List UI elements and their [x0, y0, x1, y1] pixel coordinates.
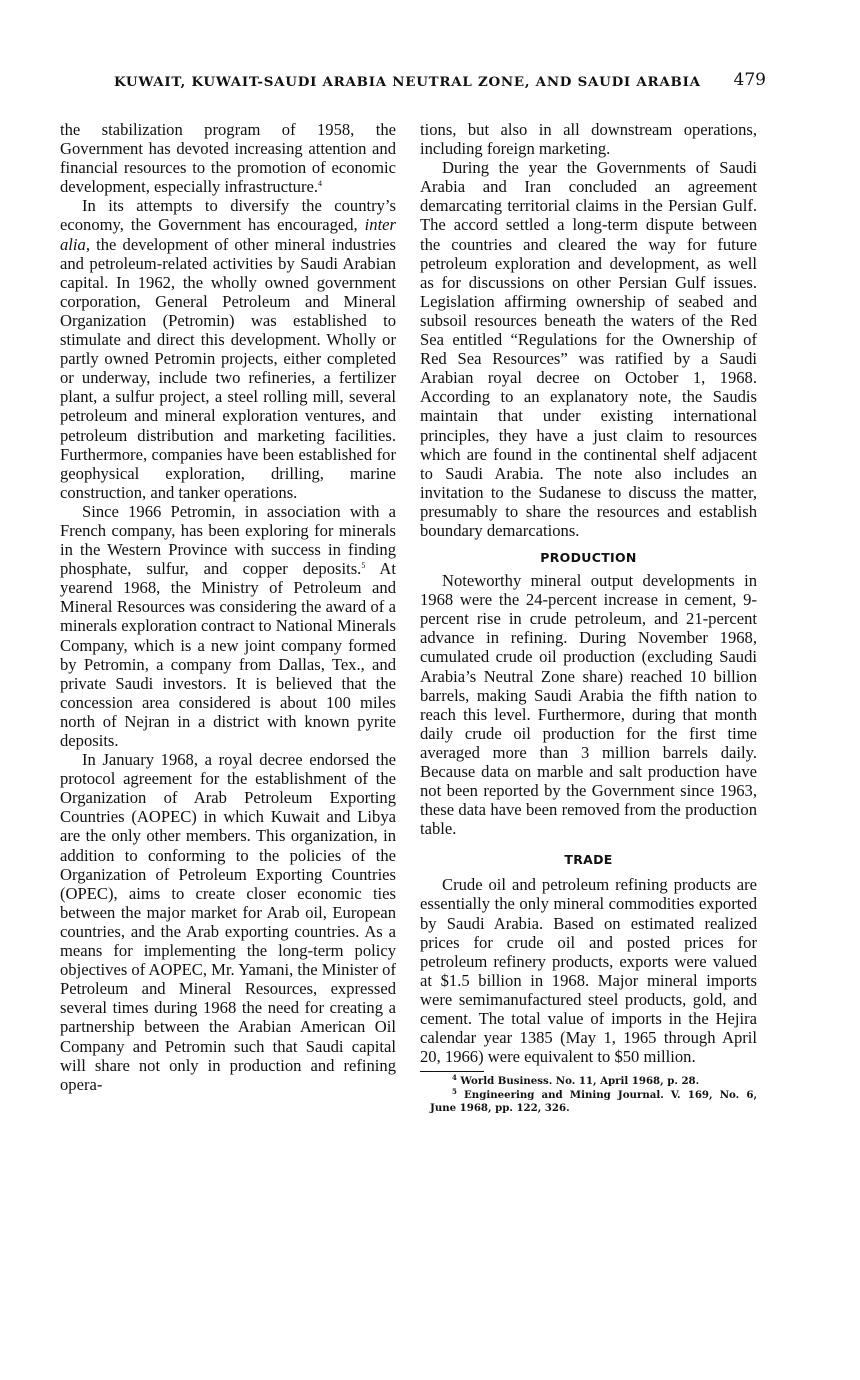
paragraph-production: Noteworthy mineral output developments in 1968 were the 24-percent increase in cement, 9-percent rise in crude petroleum, and 21-percent advance in refining. During November 1968, cumulated crude oil production (excluding Saudi Arabia’s Neutral Zone share) reached 10 billion barrels, making Saudi Arabia the fifth nation to reach this level. Furthermore, during that month daily crude oil production for the first time averaged more than 3 million barrels daily. Because data on marble and salt production have not been reported by the Government since 1963, these data have been removed from the production table.: [420, 571, 757, 839]
italic-term: inter alia,: [60, 215, 396, 254]
running-head: KUWAIT, KUWAIT-SAUDI ARABIA NEUTRAL ZONE, AND SAUDI ARABIA: [114, 74, 701, 90]
paragraph-trade: Crude oil and petroleum refining products are essentially the only mineral commodities exported by Saudi Arabia. Based on estimated realized prices for crude oil and posted prices for petroleum refinery products, exports were valued at $1.5 billion in 1968. Major mineral imports were semimanufactured steel products, gold, and cement. The total value of imports in the Hejira calendar year 1385 (May 1, 1965 through April 20, 1966) were equivalent to $50 million.: [420, 875, 757, 1067]
left-column: [60, 120, 396, 1094]
footnote-text: Engineering and Mining Journal. V. 169, No. 6, June 1968, pp. 122, 326.: [430, 1088, 757, 1115]
right-column: [420, 120, 757, 1116]
page-number: 479: [733, 70, 766, 90]
footnote-5: [420, 1086, 757, 1116]
paragraph-saudi-iran: During the year the Governments of Saudi Arabia and Iran concluded an agreement demarcating territorial claims in the Persian Gulf. The accord settled a long-term dispute between the countries and cleared the way for future petroleum exploration and development, as well as for discussions on other Persian Gulf issues. Legislation affirming ownership of seabed and subsoil resources beneath the waters of the Red Sea entitled “Regulations for the Ownership of Red Sea Resources” was ratified by a Saudi Arabian royal decree on October 1, 1968. According to an explanatory note, the Saudis maintain that under existing international principles, they have a just claim to resources which are found in the continental shelf adjacent to Saudi Arabia. The note also includes an invitation to the Sudanese to discuss the matter, presumably to share the resources and establish boundary demarcations.: [420, 158, 757, 540]
paragraph-diversify: [60, 196, 396, 502]
footnote-ref-5: 5: [361, 561, 366, 571]
paragraph-petromin-exploration: [60, 502, 396, 750]
paragraph-stabilization: [60, 120, 396, 196]
footnote-divider: [420, 1071, 484, 1072]
paragraph-text: At yearend 1968, the Ministry of Petroleum and Mineral Resources was considering the award of a minerals exploration contract to National Minerals Company, which is a new joint company formed by Petromin, a company from Dallas, Tex., and private Saudi investors. It is believed that the concession area considered is about 100 miles north of Nejran in a district with known pyrite deposits.: [60, 559, 396, 750]
paragraph-text: In its attempts to diversify the country’s economy, the Government has encouraged,: [60, 196, 396, 235]
footnote-mark: 5: [452, 1086, 457, 1096]
paragraph-text: Since 1966 Petromin, in association with a French company, has been exploring for minerals in the Western Province with success in finding phosphate, sulfur, and copper deposits.: [60, 501, 396, 579]
page-header: [114, 70, 766, 96]
paragraph-downstream: tions, but also in all downstream operations, including foreign marketing.: [420, 120, 757, 159]
paragraph-text: the development of other mineral industries and petroleum-related activities by Saudi Arabian capital. In 1962, the wholly owned government corporation, General Petroleum and Mineral Organization (Petromin) was established to stimulate and direct this development. Wholly or partly owned Petromin projects, either completed or underway, include two refineries, a fertilizer plant, a sulfur project, a steel rolling mill, several petroleum and mineral exploration ventures, and petroleum distribution and marketing facilities. Furthermore, companies have been established for geophysical exploration, drilling, marine construction, and tanker operations.: [60, 234, 396, 502]
paragraph-aopec: In January 1968, a royal decree endorsed the protocol agreement for the establishment of the Organization of Arab Petroleum Exporting Countries (AOPEC) in which Kuwait and Libya are the only other members. This organization, in addition to conforming to the policies of the Organization of Petroleum Exporting Countries (OPEC), aims to create closer economic ties between the major market for Arab oil, European countries, and the Arab exporting countries. As a means for implementing the long-term policy objectives of AOPEC, Mr. Yamani, the Minister of Petroleum and Mineral Resources, expressed several times during 1968 the need for creating a partnership between the Arabian American Oil Company and Petromin such that Saudi capital will share not only in production and refining opera-: [60, 750, 397, 1094]
footnote-ref-4: 4: [318, 179, 323, 189]
footnote-mark: 4: [452, 1073, 457, 1083]
footnotes: [420, 1071, 757, 1116]
section-heading-trade: TRADE: [564, 852, 613, 868]
paragraph-text: the stabilization program of 1958, the Government has devoted increasing attention and financial resources to the promotion of economic development, especially infrastructure.: [60, 120, 396, 197]
section-heading-production: PRODUCTION: [540, 550, 637, 566]
footnote-text: World Business. No. 11, April 1968, p. 28.: [456, 1075, 700, 1088]
footnote-4: [420, 1075, 757, 1089]
